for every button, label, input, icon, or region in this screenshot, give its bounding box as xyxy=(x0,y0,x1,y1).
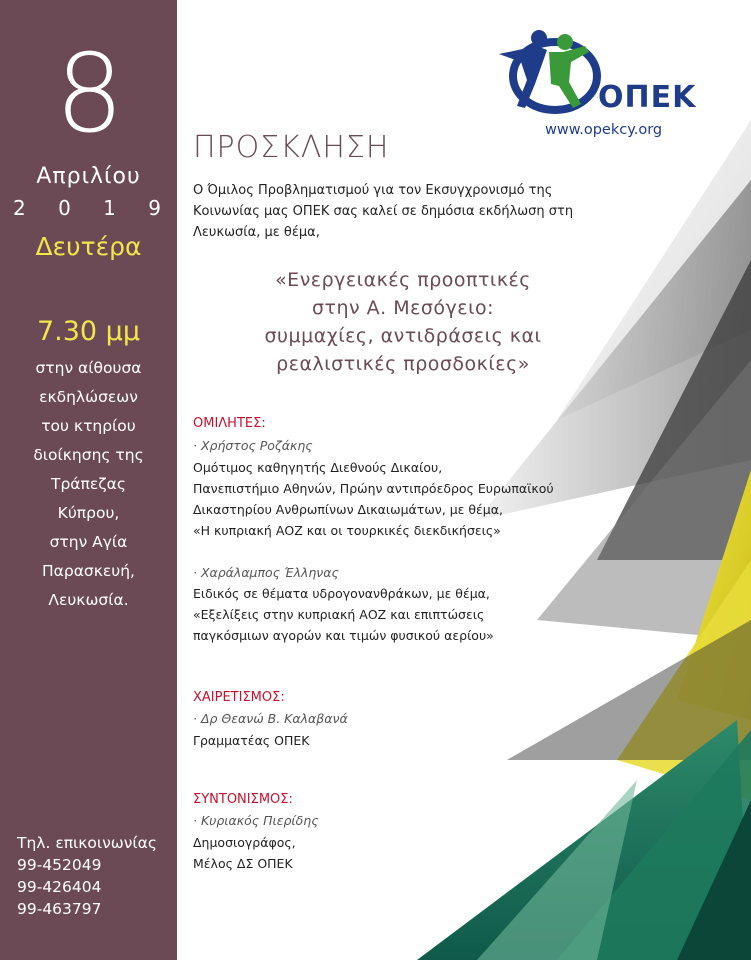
topic-line: συμμαχίες, αντιδράσεις και xyxy=(264,325,542,347)
detail-line: Πανεπιστήμιο Αθηνών, Πρώην αντιπρόεδρος Ευρωπαϊκού xyxy=(193,481,554,496)
detail-line: Ειδικός σε θέματα υδρογονανθράκων, με θέμα, xyxy=(193,586,490,601)
detail-line: Ομότιμος καθηγητής Διεθνούς Δικαίου, xyxy=(193,460,443,475)
venue-description xyxy=(0,354,177,615)
event-topic xyxy=(193,266,613,378)
logo-wordmark: ΟΠΕΚ xyxy=(598,80,697,115)
detail-line: παγκόσμιων αγορών και τιμών φυσικού αερίου» xyxy=(193,628,494,643)
event-day: 8 xyxy=(55,32,122,157)
detail-line: Δημοσιογράφος, xyxy=(193,835,296,850)
invitation-heading: ΠΡΟΣΚΛΗΣΗ xyxy=(193,130,390,165)
intro-line: Κοινωνίας μας ΟΠΕΚ σας καλεί σε δημόσια εκδήλωση στη xyxy=(193,204,574,219)
speakers-title: ΟΜΙΛΗΤΕΣ: xyxy=(193,416,266,431)
website-url[interactable]: www.opekcy.org xyxy=(545,122,663,138)
greeting-name: · Δρ Θεανώ Β. Καλαβανά xyxy=(193,711,348,726)
venue-line: Λευκωσία. xyxy=(48,591,129,609)
detail-line: Δικαστηρίου Ανθρωπίνων Δικαιωμάτων, με θέμα, xyxy=(193,502,503,517)
contact-phone: 99-426404 xyxy=(17,878,102,896)
detail-line: «Εξελίξεις στην κυπριακή ΑΟΖ και επιπτώσεις xyxy=(193,607,485,622)
intro-line: Ο Όμιλος Προβληματισμού για τον Εκσυγχρονισμό της xyxy=(193,183,553,198)
event-month: Απριλίου xyxy=(36,164,141,189)
intro-paragraph xyxy=(193,180,613,243)
venue-line: στην αίθουσα xyxy=(35,359,142,377)
speaker-name: · Χρήστος Ροζάκης xyxy=(193,438,313,453)
topic-line: ρεαλιστικές προσδοκίες» xyxy=(276,353,530,375)
venue-line: Κύπρου, xyxy=(57,504,120,522)
venue-line: Τράπεζας xyxy=(51,475,126,493)
venue-line: στην Αγία xyxy=(49,533,128,551)
contact-info xyxy=(17,832,157,920)
speaker-details xyxy=(193,583,494,646)
event-time: 7.30 μμ xyxy=(36,316,141,347)
coordination-title: ΣΥΝΤΟΝΙΣΜΟΣ: xyxy=(193,792,293,807)
detail-line: Μέλος ΔΣ ΟΠΕΚ xyxy=(193,856,293,871)
venue-line: διοίκησης της xyxy=(33,446,144,464)
coordinator-details xyxy=(193,832,296,874)
date-venue-sidebar xyxy=(0,0,177,960)
venue-line: εκδηλώσεων xyxy=(39,388,138,406)
topic-line: στην Α. Μεσόγειο: xyxy=(311,297,495,319)
event-year: 2 0 1 9 xyxy=(13,196,174,220)
contact-phone: 99-452049 xyxy=(17,856,102,874)
event-weekday: Δευτέρα xyxy=(35,232,142,261)
detail-line: Γραμματέας ΟΠΕΚ xyxy=(193,733,310,748)
coordinator-name: · Κυριακός Πιερίδης xyxy=(193,813,319,828)
greeting-title: ΧΑΙΡΕΤΙΣΜΟΣ: xyxy=(193,690,285,705)
intro-line: Λευκωσία, με θέμα, xyxy=(193,225,320,240)
topic-line: «Ενεργειακές προοπτικές xyxy=(275,269,531,291)
venue-line: του κτηρίου xyxy=(41,417,136,435)
venue-line: Παρασκευή, xyxy=(42,562,135,580)
contact-phone: 99-463797 xyxy=(17,900,102,918)
speaker-details xyxy=(193,457,554,541)
contact-label: Τηλ. επικοινωνίας xyxy=(17,834,157,852)
detail-line: «Η κυπριακή ΑΟΖ και οι τουρκικές διεκδικήσεις» xyxy=(193,523,501,538)
greeting-details xyxy=(193,730,309,751)
speaker-name: · Χαράλαμπος Έλληνας xyxy=(193,565,339,580)
